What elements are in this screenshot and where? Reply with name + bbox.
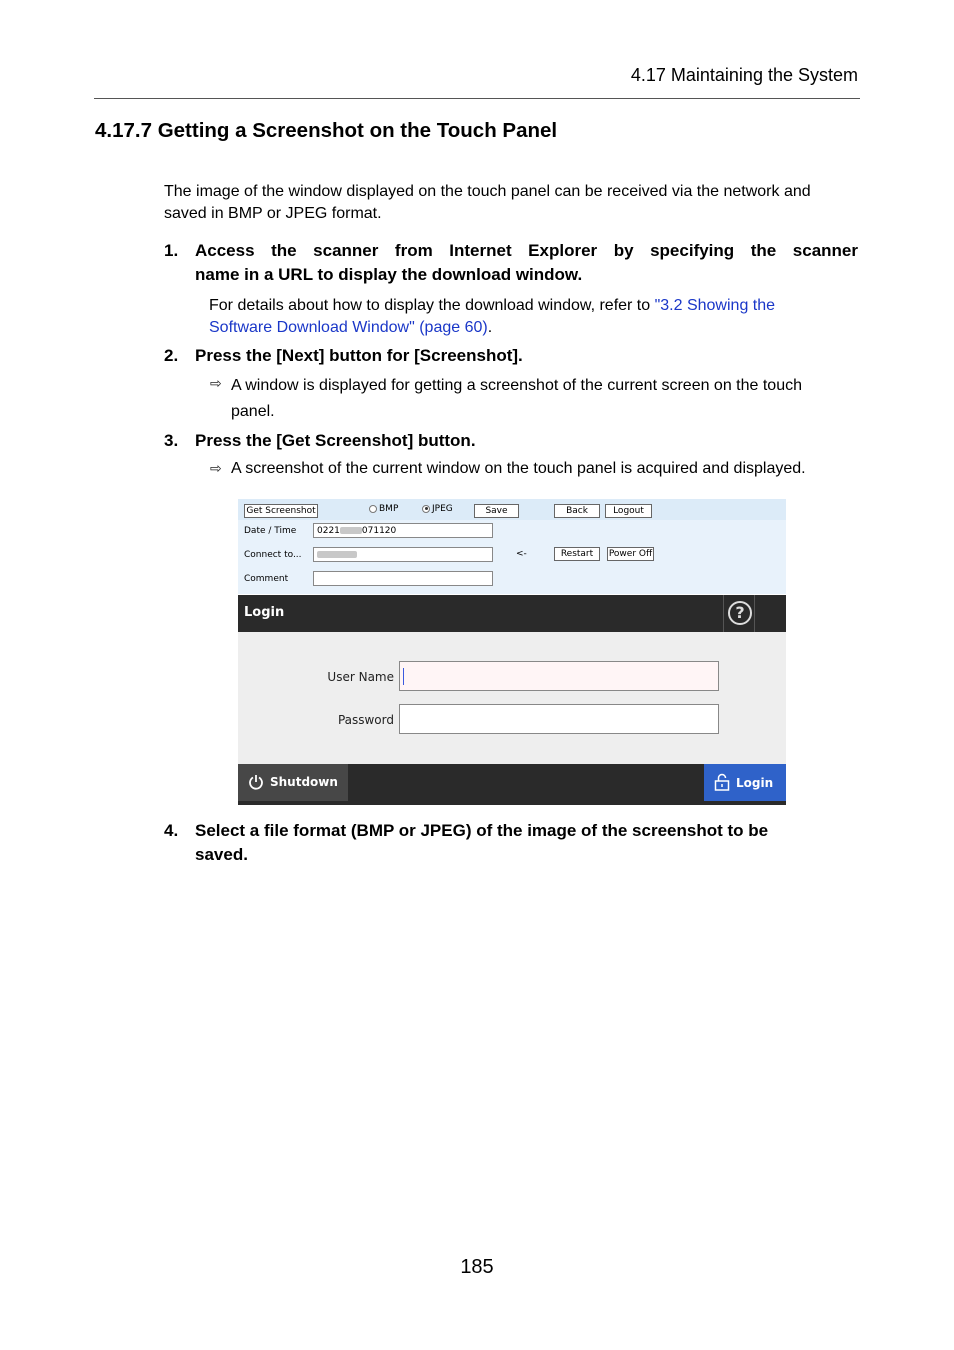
step-1-number: 1. bbox=[164, 241, 179, 260]
help-icon[interactable]: ? bbox=[728, 601, 752, 625]
step-1-line2: name in a URL to display the download window. bbox=[195, 265, 583, 284]
login-title-bar bbox=[238, 595, 786, 632]
power-icon bbox=[248, 774, 264, 790]
step-3-result: A screenshot of the current window on the touch panel is acquired and displayed. bbox=[231, 460, 806, 477]
download-toolbar bbox=[238, 499, 786, 594]
running-header: 4.17 Maintaining the System bbox=[630, 65, 858, 85]
power-off-button[interactable]: Power Off bbox=[608, 549, 653, 559]
get-screenshot-button[interactable]: Get Screenshot bbox=[244, 504, 318, 518]
password-input[interactable] bbox=[399, 704, 719, 734]
bmp-label: BMP bbox=[379, 504, 399, 514]
date-time-field[interactable] bbox=[313, 523, 493, 538]
step-1-detail-text: For details about how to display the download window, refer to bbox=[209, 297, 655, 314]
save-button[interactable]: Save bbox=[474, 504, 519, 518]
shutdown-button[interactable] bbox=[238, 764, 348, 801]
step-3-text: Press the [Get Screenshot] button. bbox=[195, 431, 476, 450]
lock-icon bbox=[713, 773, 731, 791]
login-label[interactable]: Login bbox=[736, 776, 774, 790]
comment-field[interactable] bbox=[313, 571, 493, 586]
page-number: 185 bbox=[460, 1256, 494, 1278]
user-name-label: User Name bbox=[327, 670, 394, 684]
login-form bbox=[238, 632, 786, 764]
link-text-part2[interactable]: Software Download Window" (page 60) bbox=[209, 319, 488, 336]
user-name-input[interactable] bbox=[399, 661, 719, 691]
login-footer-bar bbox=[238, 764, 786, 805]
link-text-part1[interactable]: "3.2 Showing the bbox=[654, 297, 776, 314]
result-arrow-icon: ⇨ bbox=[210, 375, 222, 391]
step-2-text: Press the [Next] button for [Screenshot]. bbox=[195, 346, 523, 365]
step-3-number: 3. bbox=[164, 431, 179, 450]
shutdown-label[interactable]: Shutdown bbox=[270, 775, 338, 789]
text-caret bbox=[403, 668, 404, 685]
step-2-result bbox=[231, 373, 861, 425]
login-title: Login bbox=[244, 605, 285, 620]
comment-label: Comment bbox=[244, 574, 289, 584]
login-button[interactable] bbox=[704, 764, 786, 801]
jpeg-radio-icon[interactable] bbox=[422, 505, 430, 513]
redacted-block bbox=[317, 551, 357, 558]
connect-to-field[interactable] bbox=[313, 547, 493, 562]
redacted-block bbox=[340, 527, 362, 534]
date-time-label: Date / Time bbox=[244, 526, 297, 536]
restart-button[interactable]: Restart bbox=[554, 547, 600, 561]
bmp-option[interactable] bbox=[369, 504, 398, 514]
screenshot-figure bbox=[238, 499, 786, 805]
step-1-detail bbox=[209, 295, 859, 339]
step-2-number: 2. bbox=[164, 346, 179, 365]
header-rule bbox=[94, 98, 860, 99]
password-label: Password bbox=[337, 713, 394, 727]
help-button[interactable] bbox=[723, 595, 755, 632]
step-4-line1: Select a file format (BMP or JPEG) of the image of the screenshot to be bbox=[195, 821, 769, 840]
date-value-start: 0221 bbox=[317, 526, 340, 536]
step-1-line1: Access the scanner from Internet Explorer by specifying the scanner bbox=[195, 241, 858, 260]
date-value-end: 071120 bbox=[361, 526, 397, 536]
jpeg-option[interactable] bbox=[422, 504, 453, 514]
result-arrow-icon: ⇨ bbox=[210, 460, 222, 476]
step-2-result-line1: A window is displayed for getting a screenshot of the current screen on the touch bbox=[231, 377, 802, 394]
section-title: 4.17.7 Getting a Screenshot on the Touch Panel bbox=[95, 119, 558, 142]
jpeg-label: JPEG bbox=[432, 504, 453, 514]
step-4-number: 4. bbox=[164, 821, 179, 840]
logout-button[interactable]: Logout bbox=[605, 504, 652, 518]
intro-paragraph: The image of the window displayed on the touch panel can be received via the network and saved in BMP or JPEG format. bbox=[164, 183, 811, 222]
connect-arrow: <- bbox=[516, 549, 527, 559]
step-1-detail-end: . bbox=[487, 319, 493, 336]
step-2-result-line2: panel. bbox=[231, 403, 275, 420]
connect-to-label: Connect to... bbox=[244, 550, 302, 560]
back-button[interactable]: Back bbox=[554, 504, 600, 518]
step-4-line2: saved. bbox=[195, 845, 248, 864]
bmp-radio-icon[interactable] bbox=[369, 505, 377, 513]
